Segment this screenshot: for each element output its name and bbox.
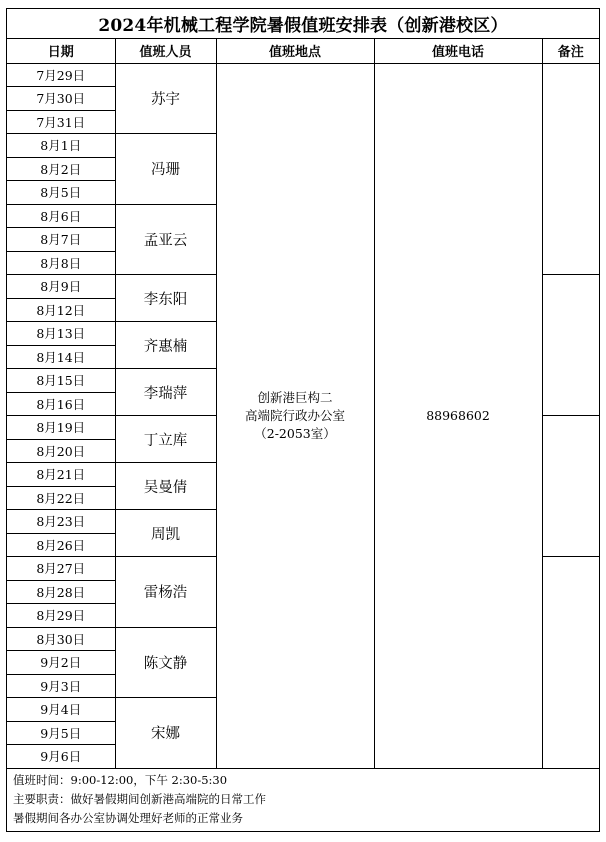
- date-cell: 8月7日: [7, 228, 115, 252]
- date-cell: 9月4日: [7, 698, 115, 722]
- date-cell: 9月2日: [7, 651, 115, 675]
- date-cell: 8月29日: [7, 604, 115, 628]
- header-row: [7, 39, 599, 63]
- remarks-cell: [542, 275, 599, 416]
- remarks-cell: [542, 557, 599, 769]
- date-cell: 8月22日: [7, 486, 115, 510]
- date-cell: 8月15日: [7, 369, 115, 393]
- date-cell: 8月28日: [7, 580, 115, 604]
- date-cell: 9月6日: [7, 745, 115, 769]
- person-cell: 李瑞萍: [115, 369, 216, 416]
- person-cell: 丁立库: [115, 416, 216, 463]
- date-cell: 9月5日: [7, 721, 115, 745]
- person-cell: 孟亚云: [115, 204, 216, 275]
- header-date: 日期: [7, 39, 115, 63]
- location-line: 创新港巨构二: [257, 389, 333, 405]
- date-cell: 8月21日: [7, 463, 115, 487]
- remarks-cell: [542, 416, 599, 557]
- date-cell: 7月30日: [7, 87, 115, 111]
- coordination-note: 暑假期间各办公室协调处理好老师的正常业务: [13, 811, 243, 825]
- date-cell: 8月23日: [7, 510, 115, 534]
- duty-schedule-table: [7, 39, 599, 769]
- person-cell: 吴曼倩: [115, 463, 216, 510]
- header-phone: 值班电话: [374, 39, 542, 63]
- date-cell: 8月16日: [7, 392, 115, 416]
- phone-cell: 88968602: [374, 63, 542, 768]
- date-cell: 8月27日: [7, 557, 115, 581]
- date-cell: 8月14日: [7, 345, 115, 369]
- date-cell: 8月12日: [7, 298, 115, 322]
- person-cell: 宋娜: [115, 698, 216, 769]
- date-cell: 9月3日: [7, 674, 115, 698]
- notes-section: [7, 767, 599, 831]
- header-location: 值班地点: [216, 39, 374, 63]
- header-remarks: 备注: [542, 39, 599, 63]
- date-cell: 8月2日: [7, 157, 115, 181]
- date-cell: 8月30日: [7, 627, 115, 651]
- date-cell: 8月9日: [7, 275, 115, 299]
- schedule-sheet: [6, 8, 600, 832]
- person-cell: 陈文静: [115, 627, 216, 698]
- date-cell: 7月29日: [7, 63, 115, 87]
- date-cell: 8月13日: [7, 322, 115, 346]
- person-cell: 苏宇: [115, 63, 216, 134]
- date-cell: 8月26日: [7, 533, 115, 557]
- header-person: 值班人员: [115, 39, 216, 63]
- person-cell: 齐惠楠: [115, 322, 216, 369]
- date-cell: 8月19日: [7, 416, 115, 440]
- duty-hours-note: 值班时间：9:00-12:00，下午 2:30-5:30: [13, 773, 228, 787]
- date-cell: 8月5日: [7, 181, 115, 205]
- date-cell: 8月8日: [7, 251, 115, 275]
- person-cell: 雷杨浩: [115, 557, 216, 628]
- page-title: 2024年机械工程学院暑假值班安排表（创新港校区）: [7, 9, 599, 39]
- date-cell: 8月1日: [7, 134, 115, 158]
- date-cell: 7月31日: [7, 110, 115, 134]
- date-cell: 8月20日: [7, 439, 115, 463]
- table-row: [7, 63, 599, 87]
- person-cell: 周凯: [115, 510, 216, 557]
- location-line: 高端院行政办公室: [244, 407, 345, 423]
- person-cell: 冯珊: [115, 134, 216, 205]
- remarks-cell: [542, 63, 599, 275]
- date-cell: 8月6日: [7, 204, 115, 228]
- location-cell: [216, 63, 374, 768]
- person-cell: 李东阳: [115, 275, 216, 322]
- main-duty-note: 主要职责：做好暑假期间创新港高端院的日常工作: [13, 792, 266, 806]
- location-line: （2-2053室）: [254, 425, 336, 441]
